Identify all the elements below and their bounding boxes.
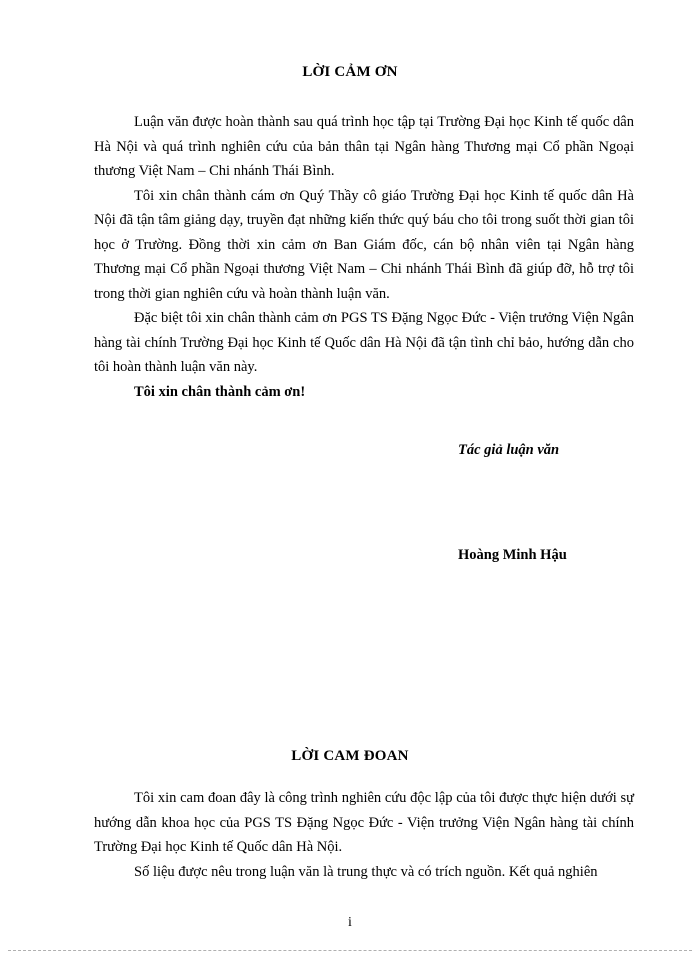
author-name: Hoàng Minh Hậu bbox=[458, 547, 567, 563]
declaration-title: LỜI CAM ĐOAN bbox=[291, 748, 409, 764]
declaration-paragraph-1: Tôi xin cam đoan đây là công trình nghiên cứu độc lập của tôi được thực hiện dưới sự hướng dẫn khoa học của PGS TS Đặng Ngọc Đức - Viện trưởng Viện Ngân hàng tài chính Trường Đại học Kinh tế Quốc dân Hà Nội. bbox=[94, 790, 634, 855]
author-role: Tác giả luận văn bbox=[458, 442, 560, 458]
acknowledgement-paragraph-1: Luận văn được hoàn thành sau quá trình học tập tại Trường Đại học Kinh tế quốc dân Hà Nội và quá trình nghiên cứu của bản thân tại Ngân hàng Thương mại Cổ phần Ngoại thương Việt Nam – Chi nhánh Thái Bình. bbox=[94, 114, 634, 179]
acknowledgement-paragraph-3: Đặc biệt tôi xin chân thành cảm ơn PGS TS Đặng Ngọc Đức - Viện trưởng Viện Ngân hàng tài chính Trường Đại học Kinh tế Quốc dân Hà Nội đã tận tình chỉ bảo, hướng dẫn cho tôi hoàn thành luận văn này. bbox=[94, 310, 634, 375]
declaration-paragraph-2: Số liệu được nêu trong luận văn là trung thực và có trích nguồn. Kết quả nghiên bbox=[134, 863, 598, 880]
acknowledgement-paragraph-2: Tôi xin chân thành cám ơn Quý Thầy cô giáo Trường Đại học Kinh tế quốc dân Hà Nội đã tận tâm giảng dạy, truyền đạt những kiến thức quý báu cho tôi trong suốt thời gian tôi học ở Trường. Đồng thời xin cảm ơn Ban Giám đốc, cán bộ nhân viên tại Ngân hàng Thương mại Cổ phần Ngoại thương Việt Nam – Chi nhánh Thái Bình đã giúp đỡ, hỗ trợ tôi trong thời gian nghiên cứu và hoàn thành luận văn. bbox=[94, 187, 634, 302]
acknowledgement-closing: Tôi xin chân thành cảm ơn! bbox=[134, 383, 306, 400]
declaration-body bbox=[94, 786, 634, 884]
page-break-line bbox=[8, 950, 692, 951]
page-number: i bbox=[348, 915, 352, 930]
acknowledgement-title: LỜI CẢM ƠN bbox=[302, 64, 398, 80]
acknowledgement-body bbox=[94, 110, 634, 404]
